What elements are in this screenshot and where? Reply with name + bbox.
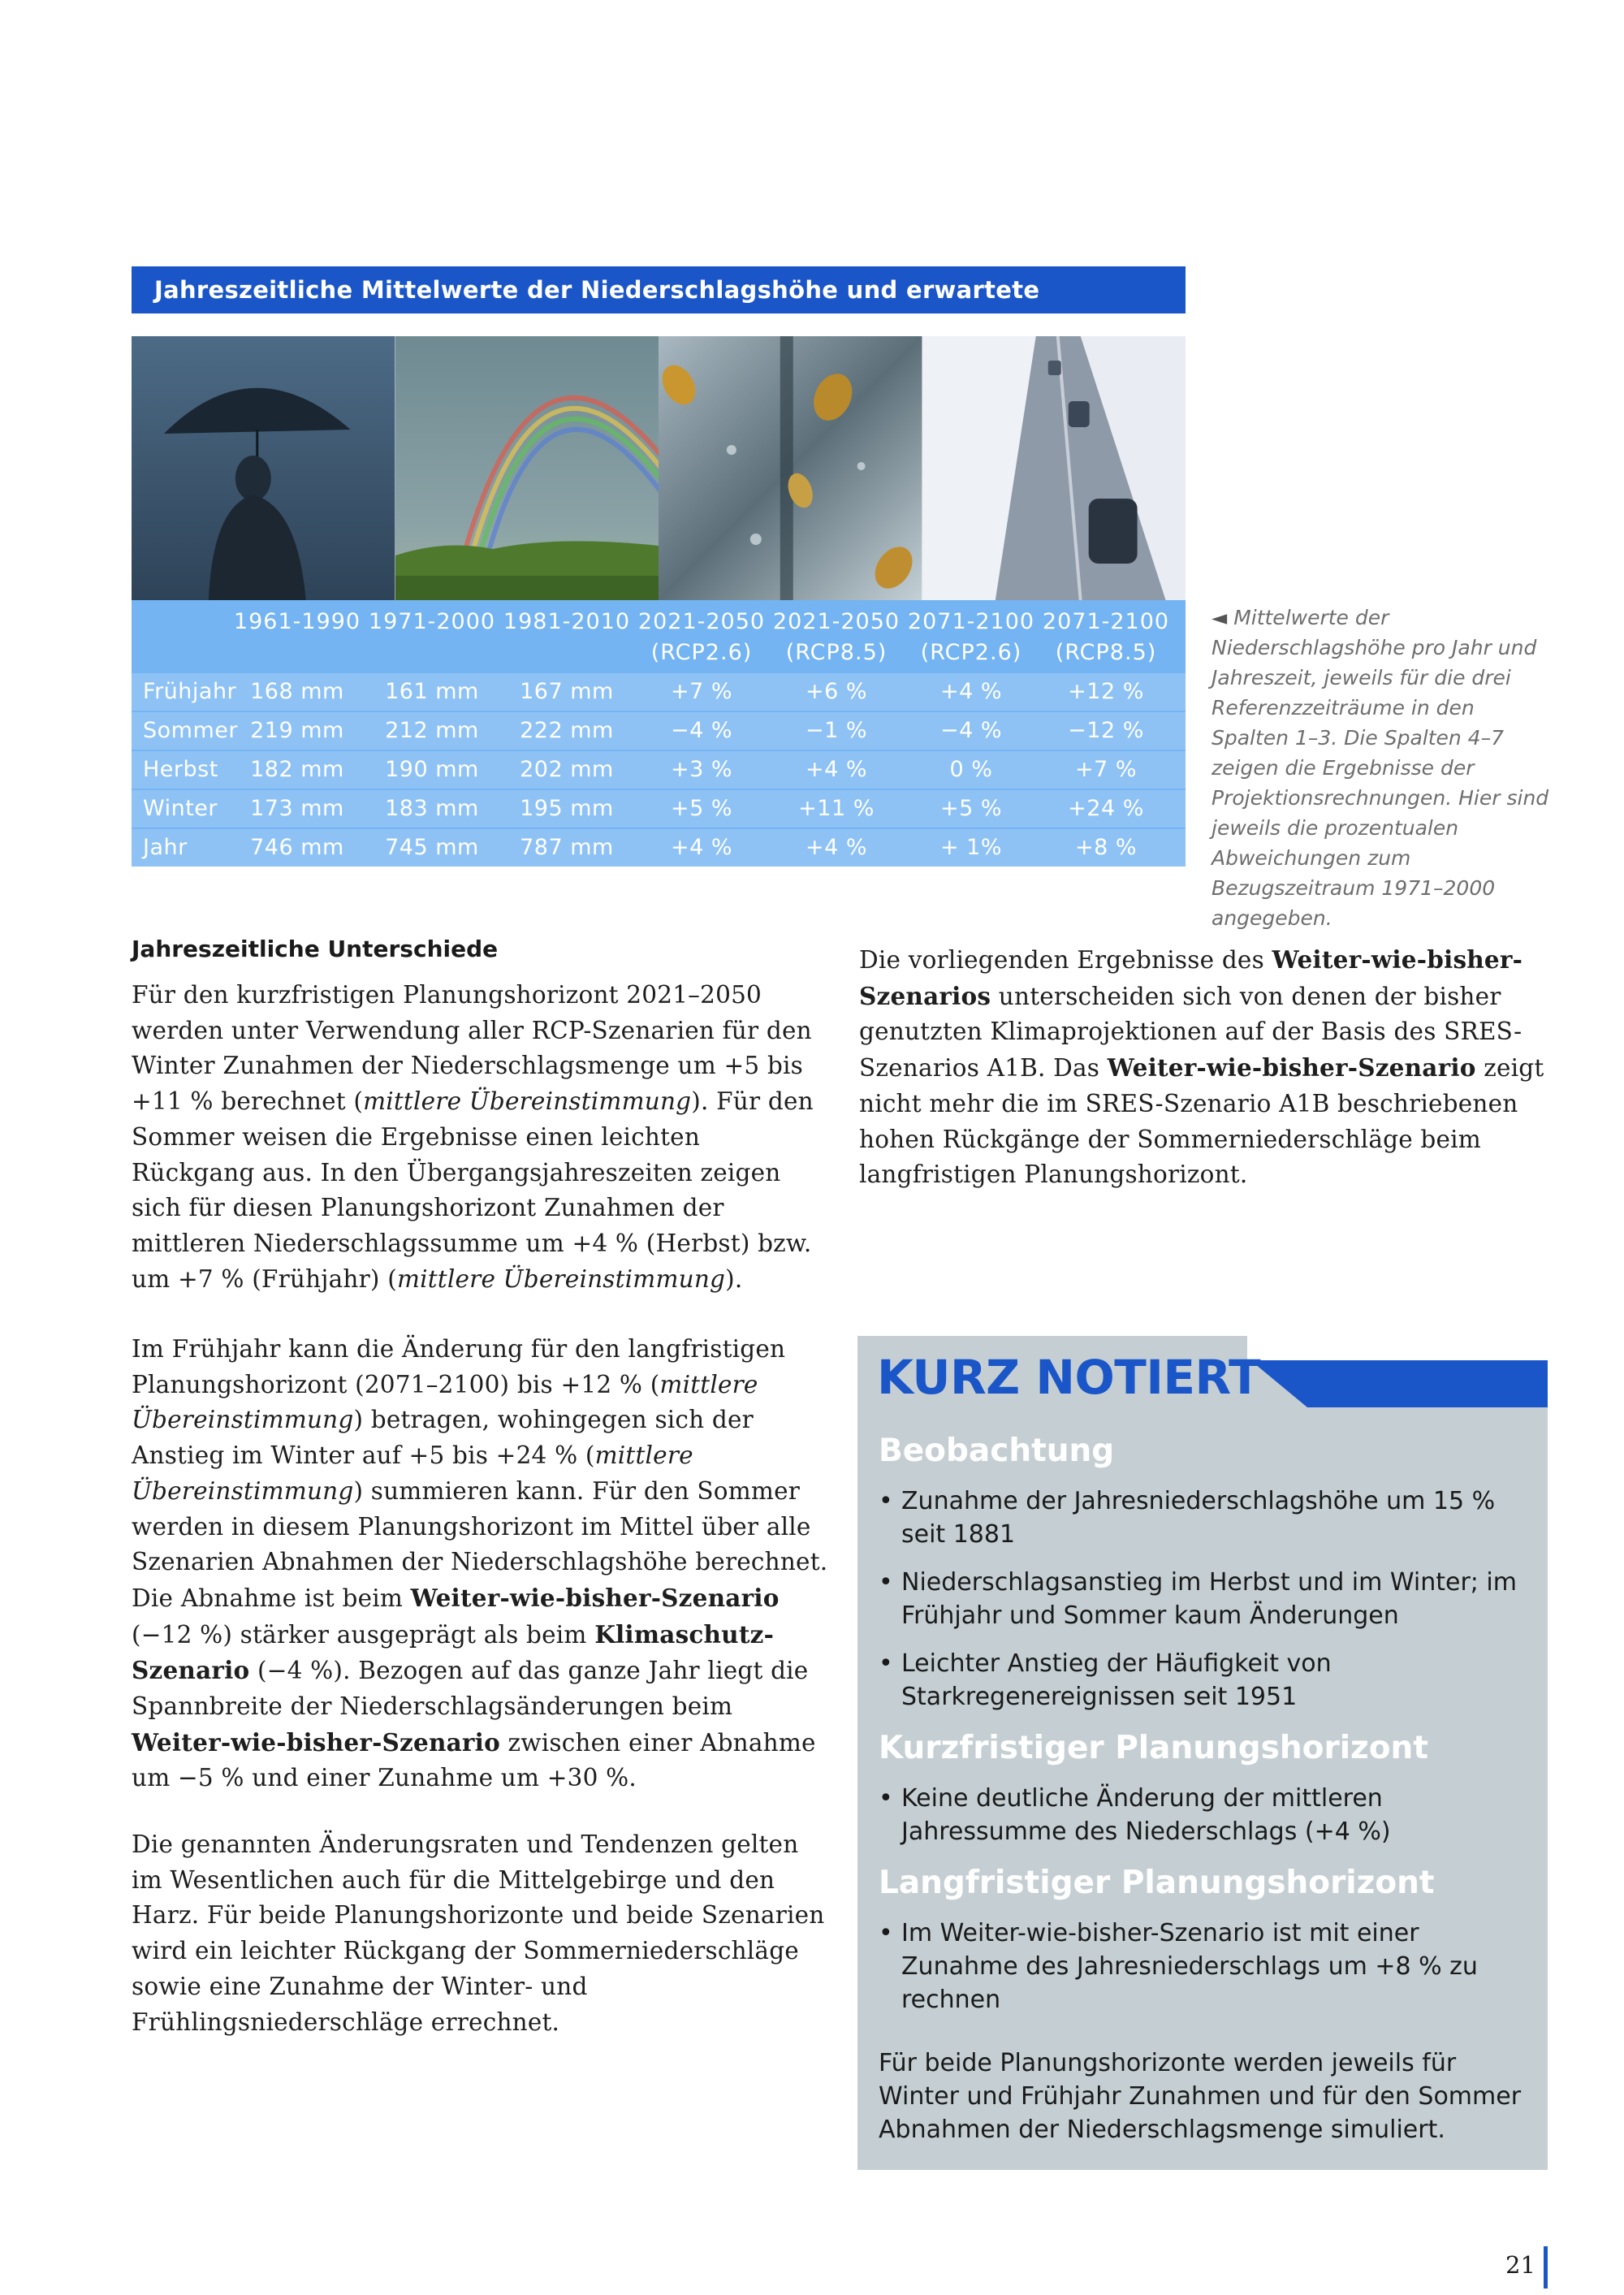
- season-photo-strip: [132, 336, 1186, 600]
- table-cell: 0 %: [949, 757, 993, 782]
- precipitation-table: [132, 600, 1186, 863]
- autumn-leaves-window-photo: [659, 336, 922, 600]
- table-row: [132, 673, 1186, 711]
- table-cell: +5 %: [939, 796, 1003, 821]
- table-cell: 161 mm: [385, 679, 479, 704]
- caption-text: Mittelwerte der Niederschlagshöhe pro Jahr und Jahreszeit, jeweils für die drei Referenzzeiträume in den Spalten 1–3. Die Spalten 4–7 zeigen die Ergebnisse der Projektionsrechnungen. Hier sind jeweils die prozentualen Abweichungen zum Bezugszeitraum 1971–2000 angegeben.: [1212, 606, 1549, 930]
- column-header: 2021-2050 (RCP8.5): [772, 609, 901, 665]
- row-label: Jahr: [143, 835, 188, 860]
- table-title: Jahreszeitliche Mittelwerte der Niederschlagshöhe und erwartete: [132, 266, 1186, 313]
- table-cell: 173 mm: [250, 796, 344, 821]
- kurz-section-heading: Beobachtung: [879, 1433, 1115, 1469]
- kurz-bullet-item: • Im Weiter-wie-bisher-Szenario ist mit einer Zunahme des Jahresniederschlags um +8 % zu rechnen: [879, 1919, 1478, 2014]
- table-cell: 745 mm: [385, 835, 479, 860]
- left-paragraph-2: Im Frühjahr kann die Änderung für den langfristigen Planungshorizont (2071–2100) bis +12 % (mittlere Übereinstimmung) betragen, wohingegen sich der Anstieg im Winter auf +5 bis +24 % (mittlere Übereinstimmung) summieren kann. Für den Sommer werden in diesem Planungshorizont im Mittel über alle Szenarien Abnahmen der Niederschlagshöhe berechnet. Die Abnahme ist beim Weiter-wie-bisher-Szenario (−12 %) stärker ausgeprägt als beim Klimaschutz-Szenario (−4 %). Bezogen auf das ganze Jahr liegt die Spannbreite der Niederschlagsänderungen beim Weiter-wie-bisher-Szenario zwischen einer Abnahme um −5 % und einer Zunahme um +30 %.: [132, 1335, 828, 1792]
- table-cell: 183 mm: [385, 796, 479, 821]
- row-label: Sommer: [143, 718, 238, 743]
- kurz-bullet-item: • Niederschlagsanstieg im Herbst und im Winter; im Frühjahr und Sommer kaum Änderungen: [879, 1568, 1517, 1630]
- kurz-bullet-item: • Zunahme der Jahresniederschlagshöhe um 15 % seit 1881: [879, 1487, 1496, 1549]
- kurz-section-heading: Kurzfristiger Planungshorizont: [879, 1730, 1428, 1766]
- right-paragraph-1: Die vorliegenden Ergebnisse des Weiter-wie-bisher-Szenarios unterscheiden sich von denen der bisher genutzten Klimaprojektionen auf der Basis des SRES-Szenarios A1B. Das Weiter-wie-bisher-Szenario zeigt nicht mehr die im SRES-Szenario A1B beschriebenen hohen Rückgänge der Sommerniederschläge beim langfristigen Planungshorizont.: [859, 945, 1544, 1189]
- table-cell: 168 mm: [250, 679, 344, 704]
- table-cell: 787 mm: [520, 835, 614, 860]
- table-cell: +3 %: [670, 757, 733, 782]
- column-header: 2071-2100 (RCP8.5): [1042, 609, 1170, 665]
- table-row: [132, 751, 1186, 789]
- left-paragraph-1: Für den kurzfristigen Planungshorizont 2021–2050 werden unter Verwendung aller RCP-Szenarien für den Winter Zunahmen der Niederschlagsmenge um +5 bis +11 % berechnet (mittlere Übereinstimmung). Für den Sommer weisen die Ergebnisse einen leichten Rückgang aus. In den Übergangsjahreszeiten zeigen sich für diesen Planungshorizont Zunahmen der mittleren Niederschlagssumme um +4 % (Herbst) bzw. um +7 % (Frühjahr) (mittlere Übereinstimmung).: [132, 981, 814, 1293]
- row-label: Frühjahr: [143, 679, 237, 704]
- table-cell: +11 %: [798, 796, 875, 821]
- table-cell: + 1%: [939, 835, 1003, 860]
- column-header: 2071-2100 (RCP2.6): [907, 609, 1035, 665]
- table-cell: 212 mm: [385, 718, 479, 743]
- table-cell: 190 mm: [385, 757, 479, 782]
- snowy-road-photo: [922, 336, 1186, 600]
- kurz-section-heading: Langfristiger Planungshorizont: [879, 1865, 1435, 1901]
- kurz-notiert-title: KURZ NOTIERT: [877, 1350, 1261, 1405]
- table-row: [132, 829, 1186, 867]
- table-cell: −4 %: [939, 718, 1003, 743]
- table-row: [132, 790, 1186, 828]
- kurz-closing-text: Für beide Planungshorizonte werden jeweils für Winter und Frühjahr Zunahmen und für den Sommer Abnahmen der Niederschlagsmenge simuliert.: [879, 2049, 1522, 2144]
- table-cell: −12 %: [1068, 718, 1144, 743]
- table-cell: +4 %: [805, 757, 868, 782]
- rainbow-photo: [395, 336, 659, 600]
- table-cell: 746 mm: [250, 835, 344, 860]
- row-label: Winter: [143, 796, 218, 821]
- table-cell: −1 %: [805, 718, 868, 743]
- table-cell: 219 mm: [250, 718, 344, 743]
- table-cell: +8 %: [1074, 835, 1138, 860]
- kurz-bullet-item: • Leichter Anstieg der Häufigkeit von Starkregenereignissen seit 1951: [879, 1649, 1332, 1711]
- table-cell: +24 %: [1068, 796, 1144, 821]
- table-cell: +6 %: [805, 679, 868, 704]
- table-cell: +4 %: [939, 679, 1003, 704]
- kurz-bullet-item: • Keine deutliche Änderung der mittleren Jahressumme des Niederschlags (+4 %): [879, 1784, 1391, 1846]
- left-arrow-icon: ◄: [1212, 606, 1228, 629]
- row-label: Herbst: [143, 757, 218, 782]
- table-cell: −4 %: [670, 718, 733, 743]
- section-heading: Jahreszeitliche Unterschiede: [132, 936, 499, 962]
- table-cell: +4 %: [805, 835, 868, 860]
- column-header: 1961-1990: [233, 609, 361, 634]
- table-cell: 202 mm: [520, 757, 614, 782]
- umbrella-rain-photo: [132, 336, 395, 600]
- table-row: [132, 712, 1186, 750]
- table-cell: +5 %: [670, 796, 733, 821]
- table-cell: +7 %: [670, 679, 733, 704]
- column-header: 2021-2050 (RCP2.6): [637, 609, 766, 665]
- column-header: 1971-2000: [368, 609, 496, 634]
- table-cell: +7 %: [1074, 757, 1138, 782]
- table-caption: [1212, 603, 1553, 933]
- table-header: [132, 600, 1186, 673]
- page-number-bar: [1544, 2246, 1548, 2289]
- table-cell: 167 mm: [520, 679, 614, 704]
- page-number: 21: [1505, 2251, 1535, 2279]
- table-cell: 222 mm: [520, 718, 614, 743]
- table-cell: 182 mm: [250, 757, 344, 782]
- table-cell: +12 %: [1068, 679, 1144, 704]
- column-header: 1981-2010: [503, 609, 631, 634]
- table-cell: 195 mm: [520, 796, 614, 821]
- left-paragraph-3: Die genannten Änderungsraten und Tendenzen gelten im Wesentlichen auch für die Mittelgebirge und den Harz. Für beide Planungshorizonte und beide Szenarien wird ein leichter Rückgang der Sommerniederschläge sowie eine Zunahme der Winter- und Frühlingsniederschläge errechnet.: [132, 1830, 825, 2036]
- table-cell: +4 %: [670, 835, 733, 860]
